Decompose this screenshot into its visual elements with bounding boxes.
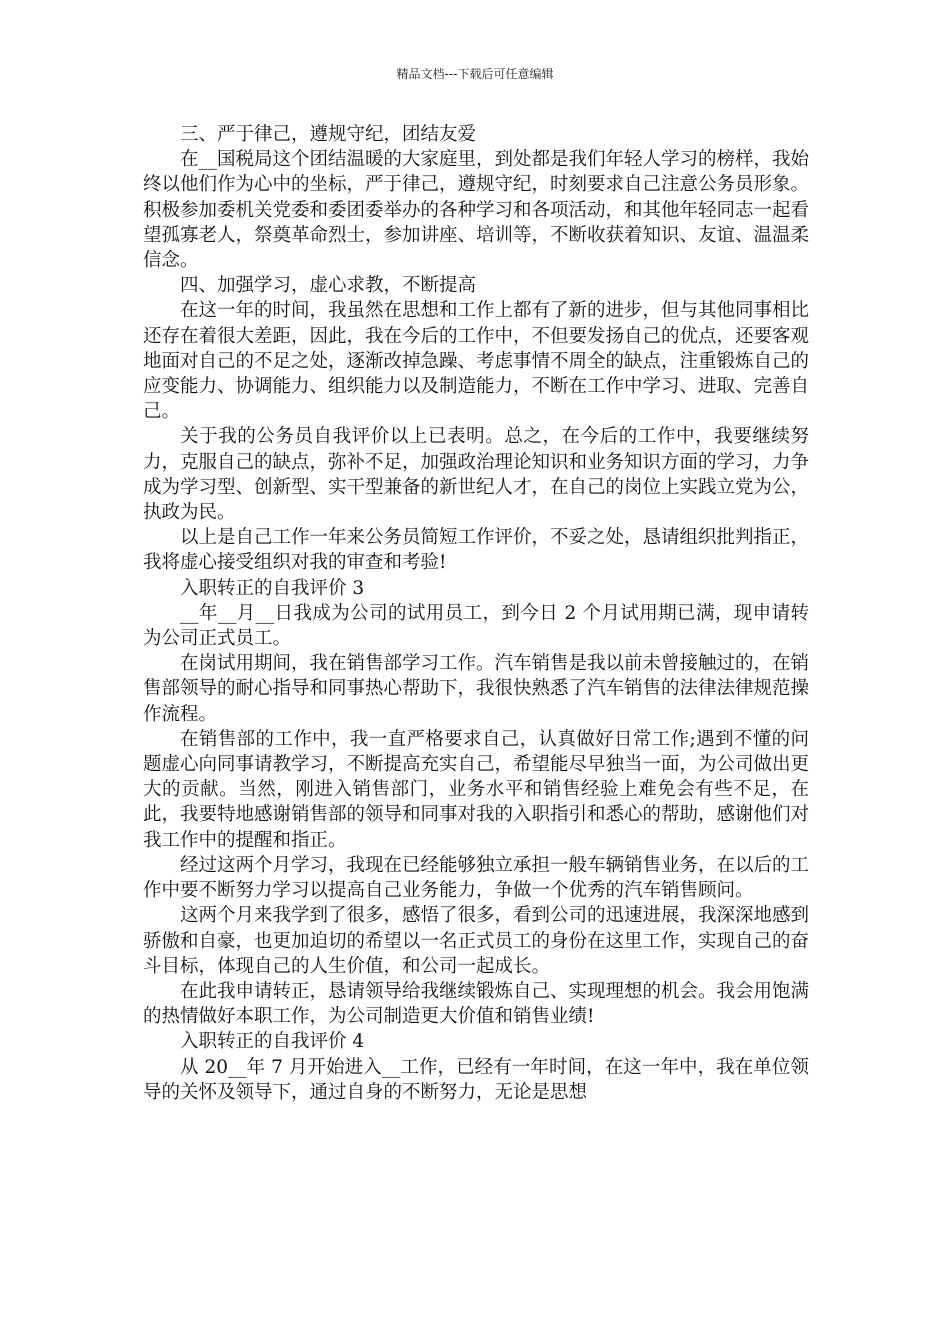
article-title-4: 入职转正的自我评价 4 <box>180 1031 365 1053</box>
page-header: 精品文档---下载后可任意编辑 <box>396 67 554 81</box>
paragraph: 在岗试用期间，我在销售部学习工作。汽车销售是我以前未曾接触过的，在销售部领导的耐心指导和同事热心帮助下，我很快熟悉了汽车销售的法律法律规范操作流程。 <box>143 653 810 725</box>
paragraph: 关于我的公务员自我评价以上已表明。总之，在今后的工作中，我要继续努力，克服自己的缺点，弥补不足，加强政治理论知识和业务知识方面的学习，力争成为学习型、创新型、实干型兼备的新世纪人才，在自己的岗位上实践立党为公，执政为民。 <box>143 426 810 524</box>
article-title-3: 入职转正的自我评价 3 <box>180 577 365 599</box>
paragraph: 经过这两个月学习，我现在已经能够独立承担一般车辆销售业务，在以后的工作中要不断努力学习以提高自己业务能力，争做一个优秀的汽车销售顾问。 <box>143 854 810 902</box>
paragraph: __年__月__日我成为公司的试用员工，到今日 2 个月试用期已满，现申请转为公司正式员工。 <box>143 602 809 650</box>
section-heading-3: 三、严于律己，遵规守纪，团结友爱 <box>180 124 477 145</box>
paragraph: 以上是自己工作一年来公务员简短工作评价，不妥之处，恳请组织批判指正，我将虚心接受组织对我的审查和考验! <box>143 527 810 574</box>
paragraph: 在__国税局这个团结温暖的大家庭里，到处都是我们年轻人学习的榜样，我始终以他们作为心中的坐标，严于律己，遵规守纪，时刻要求自己注意公务员形象。积极参加委机关党委和委团委举办的各种学习和各项活动，和其他年轻同志一起看望孤寡老人，祭奠革命烈士，参加讲座、培训等，不断收获着知识、友谊、温温柔信念。 <box>143 149 810 272</box>
paragraph: 在销售部的工作中，我一直严格要求自己，认真做好日常工作;遇到不懂的问题虚心向同事请教学习，不断提高充实自己，希望能尽早独当一面，为公司做出更大的贡献。当然，刚进入销售部门，业务水平和销售经验上难免会有些不足，在此，我要特地感谢销售部的领导和同事对我的入职指引和悉心的帮助，感谢他们对我工作中的提醒和指正。 <box>143 728 810 851</box>
paragraph: 在这一年的时间，我虽然在思想和工作上都有了新的进步，但与其他同事相比还存在着很大差距，因此，我在今后的工作中，不但要发扬自己的优点，还要客观地面对自己的不足之处，逐渐改掉急躁、考虑事情不周全的缺点，注重锻炼自己的应变能力、协调能力、组织能力以及制造能力，不断在工作中学习、进取、完善自己。 <box>143 300 810 423</box>
paragraph: 从 20__年 7 月开始进入__工作，已经有一年时间，在这一年中，我在单位领导的关怀及领导下，通过自身的不断努力，无论是思想 <box>143 1056 809 1103</box>
paragraph: 在此我申请转正，恳请领导给我继续锻炼自己、实现理想的机会。我会用饱满的热情做好本职工作，为公司制造更大价值和销售业绩! <box>143 980 810 1028</box>
document-body <box>143 122 809 1105</box>
section-heading-4: 四、加强学习，虚心求教，不断提高 <box>180 275 477 297</box>
paragraph: 这两个月来我学到了很多，感悟了很多，看到公司的迅速进展，我深深地感到骄傲和自豪，也更加迫切的希望以一名正式员工的身份在这里工作，实现自己的奋斗目标，体现自己的人生价值，和公司一起成长。 <box>143 905 810 977</box>
